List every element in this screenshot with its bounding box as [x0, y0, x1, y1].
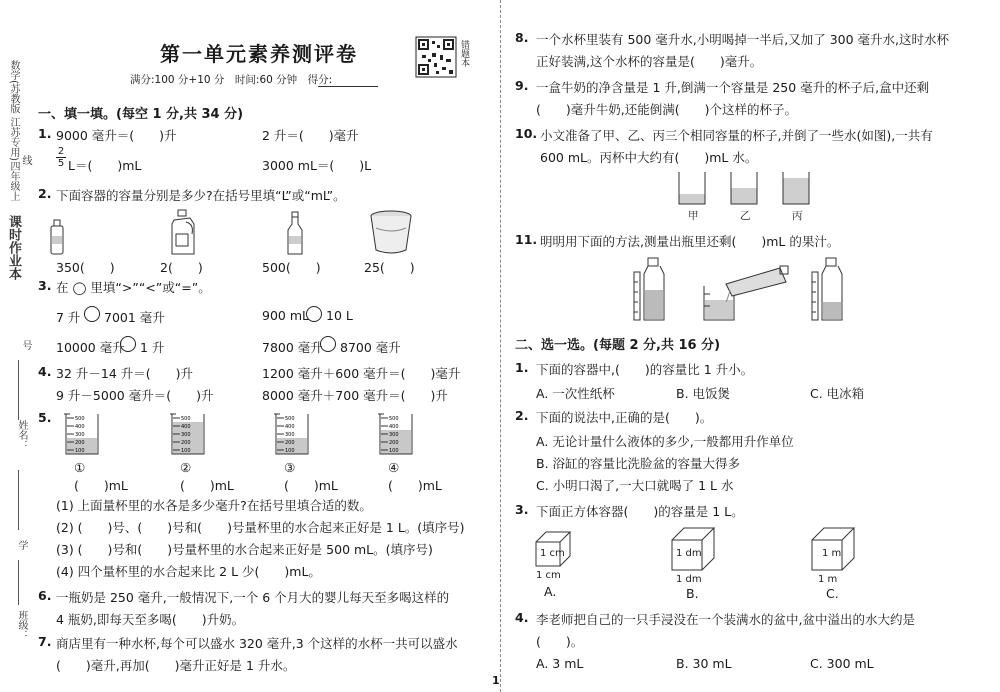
- q7-line-1: 商店里有一种水杯,每个可以盛水 320 毫升,3 个这样的水杯一共可以盛水: [56, 636, 458, 651]
- s2q4-option-b[interactable]: B. 30 mL: [676, 656, 732, 671]
- drink-bottle-icon: [285, 212, 305, 256]
- compare-circle[interactable]: [84, 306, 100, 322]
- s2q2-option-a[interactable]: A. 无论计量什么液体的多少,一般都用升作单位: [536, 434, 794, 449]
- compare-circle[interactable]: [306, 306, 322, 322]
- bucket-icon: [370, 210, 412, 256]
- bottle-icon: [634, 258, 664, 320]
- fraction-denominator: 5: [57, 158, 65, 169]
- q2-text: 下面容器的容量分别是多少?在括号里填“L”或“mL”。: [56, 188, 346, 203]
- q10-number: 10.: [515, 126, 538, 141]
- edition-text: 数学(苏教版 江苏专用)四年级上: [8, 60, 19, 201]
- q10-line-2: 600 mL。丙杯中大约有( )mL 水。: [540, 150, 758, 165]
- measuring-beaker-icon: [170, 410, 206, 456]
- q5-number: 5.: [38, 410, 52, 425]
- q5-sub-2: (2) ( )号、( )号和( )号量杯里的水合起来正好是 1 L。(填序号): [56, 520, 465, 535]
- q3-item-2-right: 10 L: [326, 308, 353, 323]
- q7-number: 7.: [38, 634, 52, 649]
- q6-line-1: 一瓶奶是 250 毫升,一般情况下,一个 6 个月大的婴儿每天至多喝这样的: [56, 590, 450, 605]
- s2q1-number: 1.: [515, 360, 529, 375]
- beaker-scale-label: 400: [389, 424, 399, 430]
- binding-sidebar: [0, 0, 30, 692]
- q3-item-1-right: 7001 毫升: [104, 310, 165, 325]
- cube-b-label[interactable]: B.: [686, 586, 699, 601]
- compare-circle[interactable]: [120, 336, 136, 352]
- s2q2-option-b[interactable]: B. 浴缸的容量比洗脸盆的容量大得多: [536, 456, 741, 471]
- page-number: 1: [492, 674, 500, 687]
- q3-item-4-left: 7800 毫升: [262, 340, 323, 355]
- q7-line-2: ( )毫升,再加( )毫升正好是 1 升水。: [56, 658, 296, 673]
- beaker-scale-label: 500: [389, 416, 399, 422]
- q2-answer-4: 25( ): [364, 260, 415, 275]
- s2q4-number: 4.: [515, 610, 529, 625]
- q3-item-3-right: 1 升: [140, 340, 165, 355]
- score-meta: 满分:100 分+10 分 时间:60 分钟 得分:: [130, 74, 333, 86]
- q9-number: 9.: [515, 78, 529, 93]
- qr-caption: 错题本: [459, 40, 469, 67]
- q1-item-d: 3000 mL＝( )L: [262, 158, 372, 173]
- q10-line-1: 小文准备了甲、乙、丙三个相同容量的杯子,并倒了一些水(如图),一共有: [540, 128, 933, 143]
- q3-item-2-left: 900 mL: [262, 308, 309, 323]
- beaker-scale-label: 500: [285, 416, 295, 422]
- s2q4-option-c[interactable]: C. 300 mL: [810, 656, 874, 671]
- beaker-scale-label: 100: [389, 448, 399, 454]
- q4-item-1: 32 升－14 升＝( )升: [56, 366, 194, 381]
- beaker-scale-label: 300: [389, 432, 399, 438]
- beaker-answer-1: ( )mL: [74, 478, 128, 493]
- q8-line-2: 正好装满,这个水杯的容量是( )毫升。: [536, 54, 763, 69]
- s2q2-number: 2.: [515, 408, 529, 423]
- beaker-scale-label: 300: [75, 432, 85, 438]
- cup-label-jia: 甲: [688, 210, 699, 222]
- q4-number: 4.: [38, 364, 52, 379]
- pouring-bottle-icon: [726, 266, 788, 302]
- book-title: 课时作业本: [6, 215, 21, 280]
- id-label: 号: [20, 340, 31, 350]
- seal-line-text: 线: [20, 155, 31, 165]
- beaker-label-4: ④: [388, 460, 400, 475]
- fraction-numerator: 2: [57, 146, 65, 157]
- s2q1-option-b[interactable]: B. 电饭煲: [676, 386, 731, 401]
- s2q4-line-2: ( )。: [536, 634, 584, 649]
- class-label: 班级：: [16, 610, 27, 640]
- beaker-answer-3: ( )mL: [284, 478, 338, 493]
- beaker-scale-label: 100: [285, 448, 295, 454]
- q11-text: 明明用下面的方法,测量出瓶里还剩( )mL 的果汁。: [540, 234, 840, 249]
- q3-number: 3.: [38, 278, 52, 293]
- q2-answer-3: 500( ): [262, 260, 321, 275]
- cup-label-bing: 丙: [792, 210, 803, 222]
- q5-sub-4: (4) 四个量杯里的水合起来比 2 L 少( )mL。: [56, 564, 321, 579]
- cup-icon: [782, 170, 812, 206]
- cube-a-label[interactable]: A.: [544, 584, 557, 599]
- school-label: 学: [16, 540, 27, 550]
- name-label: 姓名：: [16, 420, 27, 450]
- cube-c-bottom-unit: 1 m: [818, 574, 838, 585]
- beaker-scale-label: 500: [75, 416, 85, 422]
- cube-a-inner-unit: 1 cm: [540, 548, 565, 559]
- q6-line-2: 4 瓶奶,即每天至多喝( )升奶。: [56, 612, 245, 627]
- q4-item-3: 9 升－5000 毫升＝( )升: [56, 388, 214, 403]
- cup-water-level: [731, 188, 757, 204]
- q9-line-1: 一盒牛奶的净含量是 1 升,倒满一个容量是 250 毫升的杯子后,盒中还剩: [536, 80, 930, 95]
- s2q2-option-c[interactable]: C. 小明口渴了,一大口就喝了 1 L 水: [536, 478, 734, 493]
- beaker-scale-label: 200: [389, 440, 399, 446]
- s2q3-number: 3.: [515, 502, 529, 517]
- qr-code-icon[interactable]: [416, 37, 456, 77]
- s2q3-text: 下面正方体容器( )的容量是 1 L。: [536, 504, 744, 519]
- beaker-scale-label: 100: [75, 448, 85, 454]
- beaker-scale-label: 300: [181, 432, 191, 438]
- q2-answer-2: 2( ): [160, 260, 203, 275]
- s2q4-option-a[interactable]: A. 3 mL: [536, 656, 584, 671]
- section2-title: 二、选一选。(每题 2 分,共 16 分): [515, 338, 721, 353]
- s2q1-option-c[interactable]: C. 电冰箱: [810, 386, 865, 401]
- cup-water-level: [783, 178, 809, 204]
- beaker-scale-label: 300: [285, 432, 295, 438]
- cube-b-bottom-unit: 1 dm: [676, 574, 702, 585]
- s2q1-text: 下面的容器中,( )的容量比 1 升小。: [536, 362, 754, 377]
- beaker-scale-label: 500: [181, 416, 191, 422]
- q1-item-b: 2 升＝( )毫升: [262, 128, 359, 143]
- cup-icon: [730, 170, 760, 206]
- score-blank: [318, 86, 378, 87]
- beaker-scale-label: 200: [285, 440, 295, 446]
- id-blank: [18, 470, 19, 530]
- detergent-jug-icon: [168, 210, 198, 256]
- q3-item-1-left: 7 升: [56, 310, 81, 325]
- q5-sub-1: (1) 上面量杯里的水各是多少毫升?在括号里填合适的数。: [56, 498, 372, 513]
- beaker-answer-2: ( )mL: [180, 478, 234, 493]
- beaker-scale-label: 400: [75, 424, 85, 430]
- measuring-beaker-icon: [64, 410, 100, 456]
- beaker-scale-label: 100: [181, 448, 191, 454]
- beaker-label-2: ②: [180, 460, 192, 475]
- section1-title: 一、填一填。(每空 1 分,共 34 分): [38, 107, 244, 122]
- class-blank: [18, 560, 19, 605]
- cup-icon: [678, 170, 708, 206]
- q1-fraction: [56, 146, 66, 169]
- q3-item-4-right: 8700 毫升: [340, 340, 401, 355]
- cube-a-bottom-unit: 1 cm: [536, 570, 561, 581]
- q8-number: 8.: [515, 30, 529, 45]
- page-title: 第一单元素养测评卷: [160, 42, 358, 66]
- beaker-scale-label: 200: [75, 440, 85, 446]
- s2q4-line-1: 李老师把自己的一只手浸没在一个装满水的盆中,盆中溢出的水大约是: [536, 612, 915, 627]
- beaker-scale-label: 400: [285, 424, 295, 430]
- s2q2-text: 下面的说法中,正确的是( )。: [536, 410, 713, 425]
- q1-item-a: 9000 毫升＝( )升: [56, 128, 177, 143]
- q3-text: 在 ◯ 里填“>”“<”或“=”。: [56, 280, 211, 295]
- q2-answer-1: 350( ): [56, 260, 115, 275]
- small-bottle-icon: [48, 220, 68, 256]
- name-blank: [18, 360, 19, 420]
- beaker-answer-4: ( )mL: [388, 478, 442, 493]
- page-divider: [500, 0, 501, 692]
- q4-item-4: 8000 毫升＋700 毫升＝( )升: [262, 388, 448, 403]
- q1-item-c: L＝( )mL: [68, 158, 142, 173]
- empty-bottle-icon: [812, 258, 842, 320]
- beaker-scale-label: 400: [181, 424, 191, 430]
- compare-circle[interactable]: [320, 336, 336, 352]
- cup-water-level: [679, 194, 705, 204]
- measuring-beaker-icon: [274, 410, 310, 456]
- q9-line-2: ( )毫升牛奶,还能倒满( )个这样的杯子。: [536, 102, 797, 117]
- q5-sub-3: (3) ( )号和( )号量杯里的水合起来正好是 500 mL。(填序号): [56, 542, 433, 557]
- beaker-label-3: ③: [284, 460, 296, 475]
- q6-number: 6.: [38, 588, 52, 603]
- cube-b-inner-unit: 1 dm: [676, 548, 702, 559]
- s2q1-option-a[interactable]: A. 一次性纸杯: [536, 386, 615, 401]
- cube-c-label[interactable]: C.: [826, 586, 839, 601]
- q4-item-2: 1200 毫升＋600 毫升＝( )毫升: [262, 366, 461, 381]
- beaker-scale-label: 200: [181, 440, 191, 446]
- cube-c-inner-unit: 1 m: [822, 548, 842, 559]
- q8-line-1: 一个水杯里装有 500 毫升水,小明喝掉一半后,又加了 300 毫升水,这时水杯: [536, 32, 950, 47]
- q1-number: 1.: [38, 126, 52, 141]
- measuring-beaker-icon: [378, 410, 414, 456]
- beaker-label-1: ①: [74, 460, 86, 475]
- juice-measure-diagram: [630, 258, 870, 324]
- q3-item-3-left: 10000 毫升: [56, 340, 125, 355]
- q2-number: 2.: [38, 186, 52, 201]
- cup-label-yi: 乙: [740, 210, 751, 222]
- q11-number: 11.: [515, 232, 538, 247]
